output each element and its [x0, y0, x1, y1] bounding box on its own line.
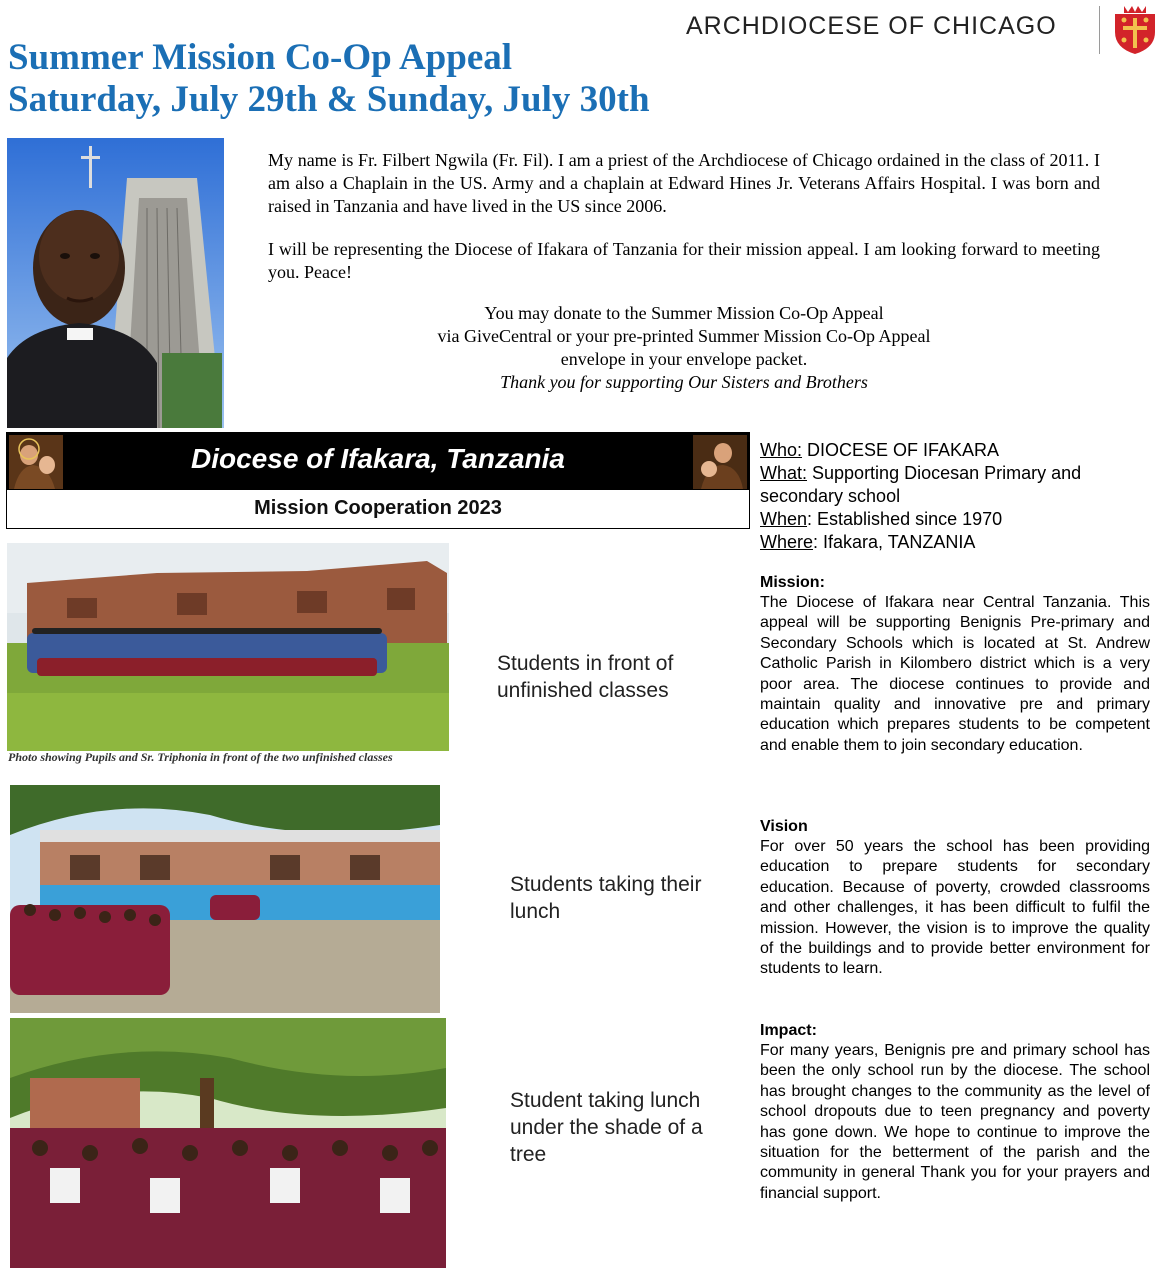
fact-who	[760, 439, 1155, 462]
banner-subtitle: Mission Cooperation 2023	[6, 490, 750, 529]
mission-body: The Diocese of Ifakara near Central Tanzania. This appeal will be supporting Benignis Pre-primary and Secondary Schools which is located at St. Andrew Catholic Parish in Kilombero district which is a very poor area. The diocese continues to provide and maintain quality and innovative pre and primary education which prepares students to be competent and enable them to join secondary education.	[760, 594, 1150, 754]
what-value: Supporting Diocesan Primary and secondary school	[760, 463, 1082, 506]
when-label: When	[760, 509, 808, 529]
banner-title-bar	[6, 432, 750, 490]
caption-students-lunch: Students taking their lunch	[510, 873, 702, 923]
where-label: Where	[760, 532, 814, 552]
page-title: Summer Mission Co-Op Appeal	[8, 37, 513, 78]
who-value: DIOCESE OF IFAKARA	[802, 440, 1000, 460]
logo-divider	[1099, 6, 1100, 54]
photo1-caption: Photo showing Pupils and Sr. Triphonia in front of the two unfinished classes	[8, 750, 393, 764]
donation-info	[268, 302, 1100, 394]
vision-body: For over 50 years the school has been providing education to prepare students for secondary education. Because of poverty, crowded classrooms and other challenges, it has been difficult to fulfil the mission. However, the vision is to improve the quality of the buildings and to provide better environment for students to learn.	[760, 838, 1150, 978]
impact-heading: Impact:	[760, 1022, 817, 1039]
impact-section	[760, 1021, 1150, 1204]
donate-thanks: Thank you for supporting Our Sisters and Brothers	[500, 372, 868, 392]
vision-heading: Vision	[760, 818, 808, 835]
when-value: : Established since 1970	[807, 509, 1003, 529]
who-label: Who:	[760, 440, 803, 460]
caption-students-tree: Student taking lunch under the shade of a tree	[510, 1089, 703, 1166]
donate-line-3: envelope in your envelope packet.	[560, 349, 808, 369]
archdiocese-logo-text: ARCHDIOCESE OF CHICAGO	[686, 12, 1057, 40]
caption-students-unfinished: Students in front of unfinished classes	[497, 652, 674, 702]
mission-section	[760, 573, 1150, 756]
saint-painting-right	[693, 435, 747, 489]
priest-photo	[7, 138, 224, 428]
fact-when	[760, 508, 1155, 531]
what-label: What:	[760, 463, 808, 483]
archdiocese-seal-icon	[1110, 2, 1160, 56]
mission-heading: Mission:	[760, 574, 825, 591]
intro-paragraph-2: I will be representing the Diocese of Ifakara of Tanzania for their mission appeal. I am looking forward to meeting you. Peace!	[268, 239, 1100, 282]
fact-what	[760, 462, 1155, 508]
where-value: : Ifakara, TANZANIA	[813, 532, 976, 552]
donate-line-2: via GiveCentral or your pre-printed Summer Mission Co-Op Appeal	[437, 326, 931, 346]
photo-students-lunch	[10, 785, 440, 1013]
impact-body: For many years, Benignis pre and primary school has been the only school run by the diocese. The school has brought changes to the community as the level of school dropouts due to teen pregnancy and poverty has gone down. We hope to continue to improve the situation for the betterment of the parish and the community in general Thank you for your prayers and financial support.	[760, 1042, 1150, 1202]
photo-students-unfinished-classes	[7, 543, 449, 751]
diocese-banner	[6, 432, 750, 529]
photo-students-lunch-tree	[10, 1018, 446, 1268]
donate-line-1: You may donate to the Summer Mission Co-Op Appeal	[484, 303, 884, 323]
fact-where	[760, 531, 1155, 554]
banner-title: Diocese of Ifakara, Tanzania	[191, 443, 565, 474]
page-subtitle-dates: Saturday, July 29th & Sunday, July 30th	[8, 79, 650, 120]
mission-facts	[760, 439, 1155, 554]
intro-paragraph-1: My name is Fr. Filbert Ngwila (Fr. Fil). I am a priest of the Archdiocese of Chicago ordained in the class of 2011. I am also a Chaplain in the US. Army and a chaplain at Edward Hines Jr. Veterans Affairs Hospital. I was born and raised in Tanzania and have lived in the US since 2006.	[268, 150, 1100, 216]
vision-section	[760, 817, 1150, 980]
